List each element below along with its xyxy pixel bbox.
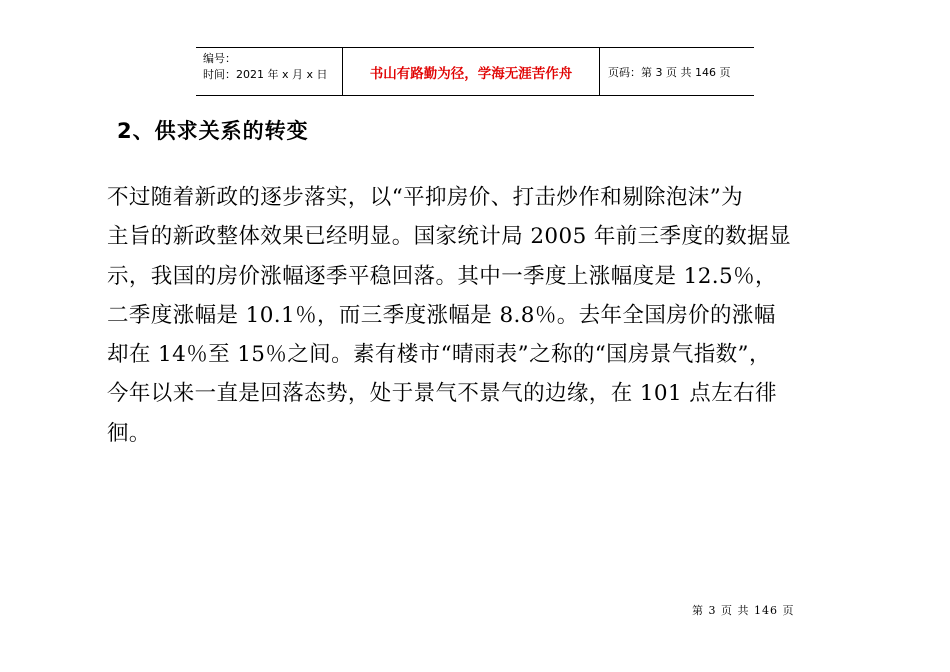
body-paragraph <box>107 178 869 453</box>
page-footer: 第 3 页 共 146 页 <box>692 604 795 617</box>
body-line: 徊。 <box>107 420 151 446</box>
header-motto-cell <box>342 48 600 95</box>
header-time-label: 时间：2021 年 x 月 x 日 <box>203 68 328 81</box>
header-page-cell <box>600 48 754 95</box>
header-motto: 书山有路勤为径，学海无涯苦作舟 <box>369 65 573 82</box>
body-line: 却在 14％至 15％之间。素有楼市“晴雨表”之称的“国房景气指数”， <box>107 342 771 368</box>
body-line: 主旨的新政整体效果已经明显。国家统计局 2005 年前三季度的数据显 <box>107 224 791 250</box>
body-line: 示，我国的房价涨幅逐季平稳回落。其中一季度上涨幅度是 12.5％， <box>107 263 777 289</box>
page-header <box>196 47 754 96</box>
body-line: 不过随着新政的逐步落实，以“平抑房价、打击炒作和剔除泡沫”为 <box>107 185 743 210</box>
body-line: 今年以来一直是回落态势，处于景气不景气的边缘，在 101 点左右徘 <box>107 381 777 407</box>
body-line: 二季度涨幅是 10.1％，而三季度涨幅是 8.8％。去年全国房价的涨幅 <box>107 302 776 328</box>
header-page-info: 页码：第 3 页 共 146 页 <box>608 65 731 79</box>
header-number-label: 编号： <box>203 52 236 65</box>
section-heading: 2、供求关系的转变 <box>117 119 309 143</box>
header-meta-cell <box>196 48 342 95</box>
